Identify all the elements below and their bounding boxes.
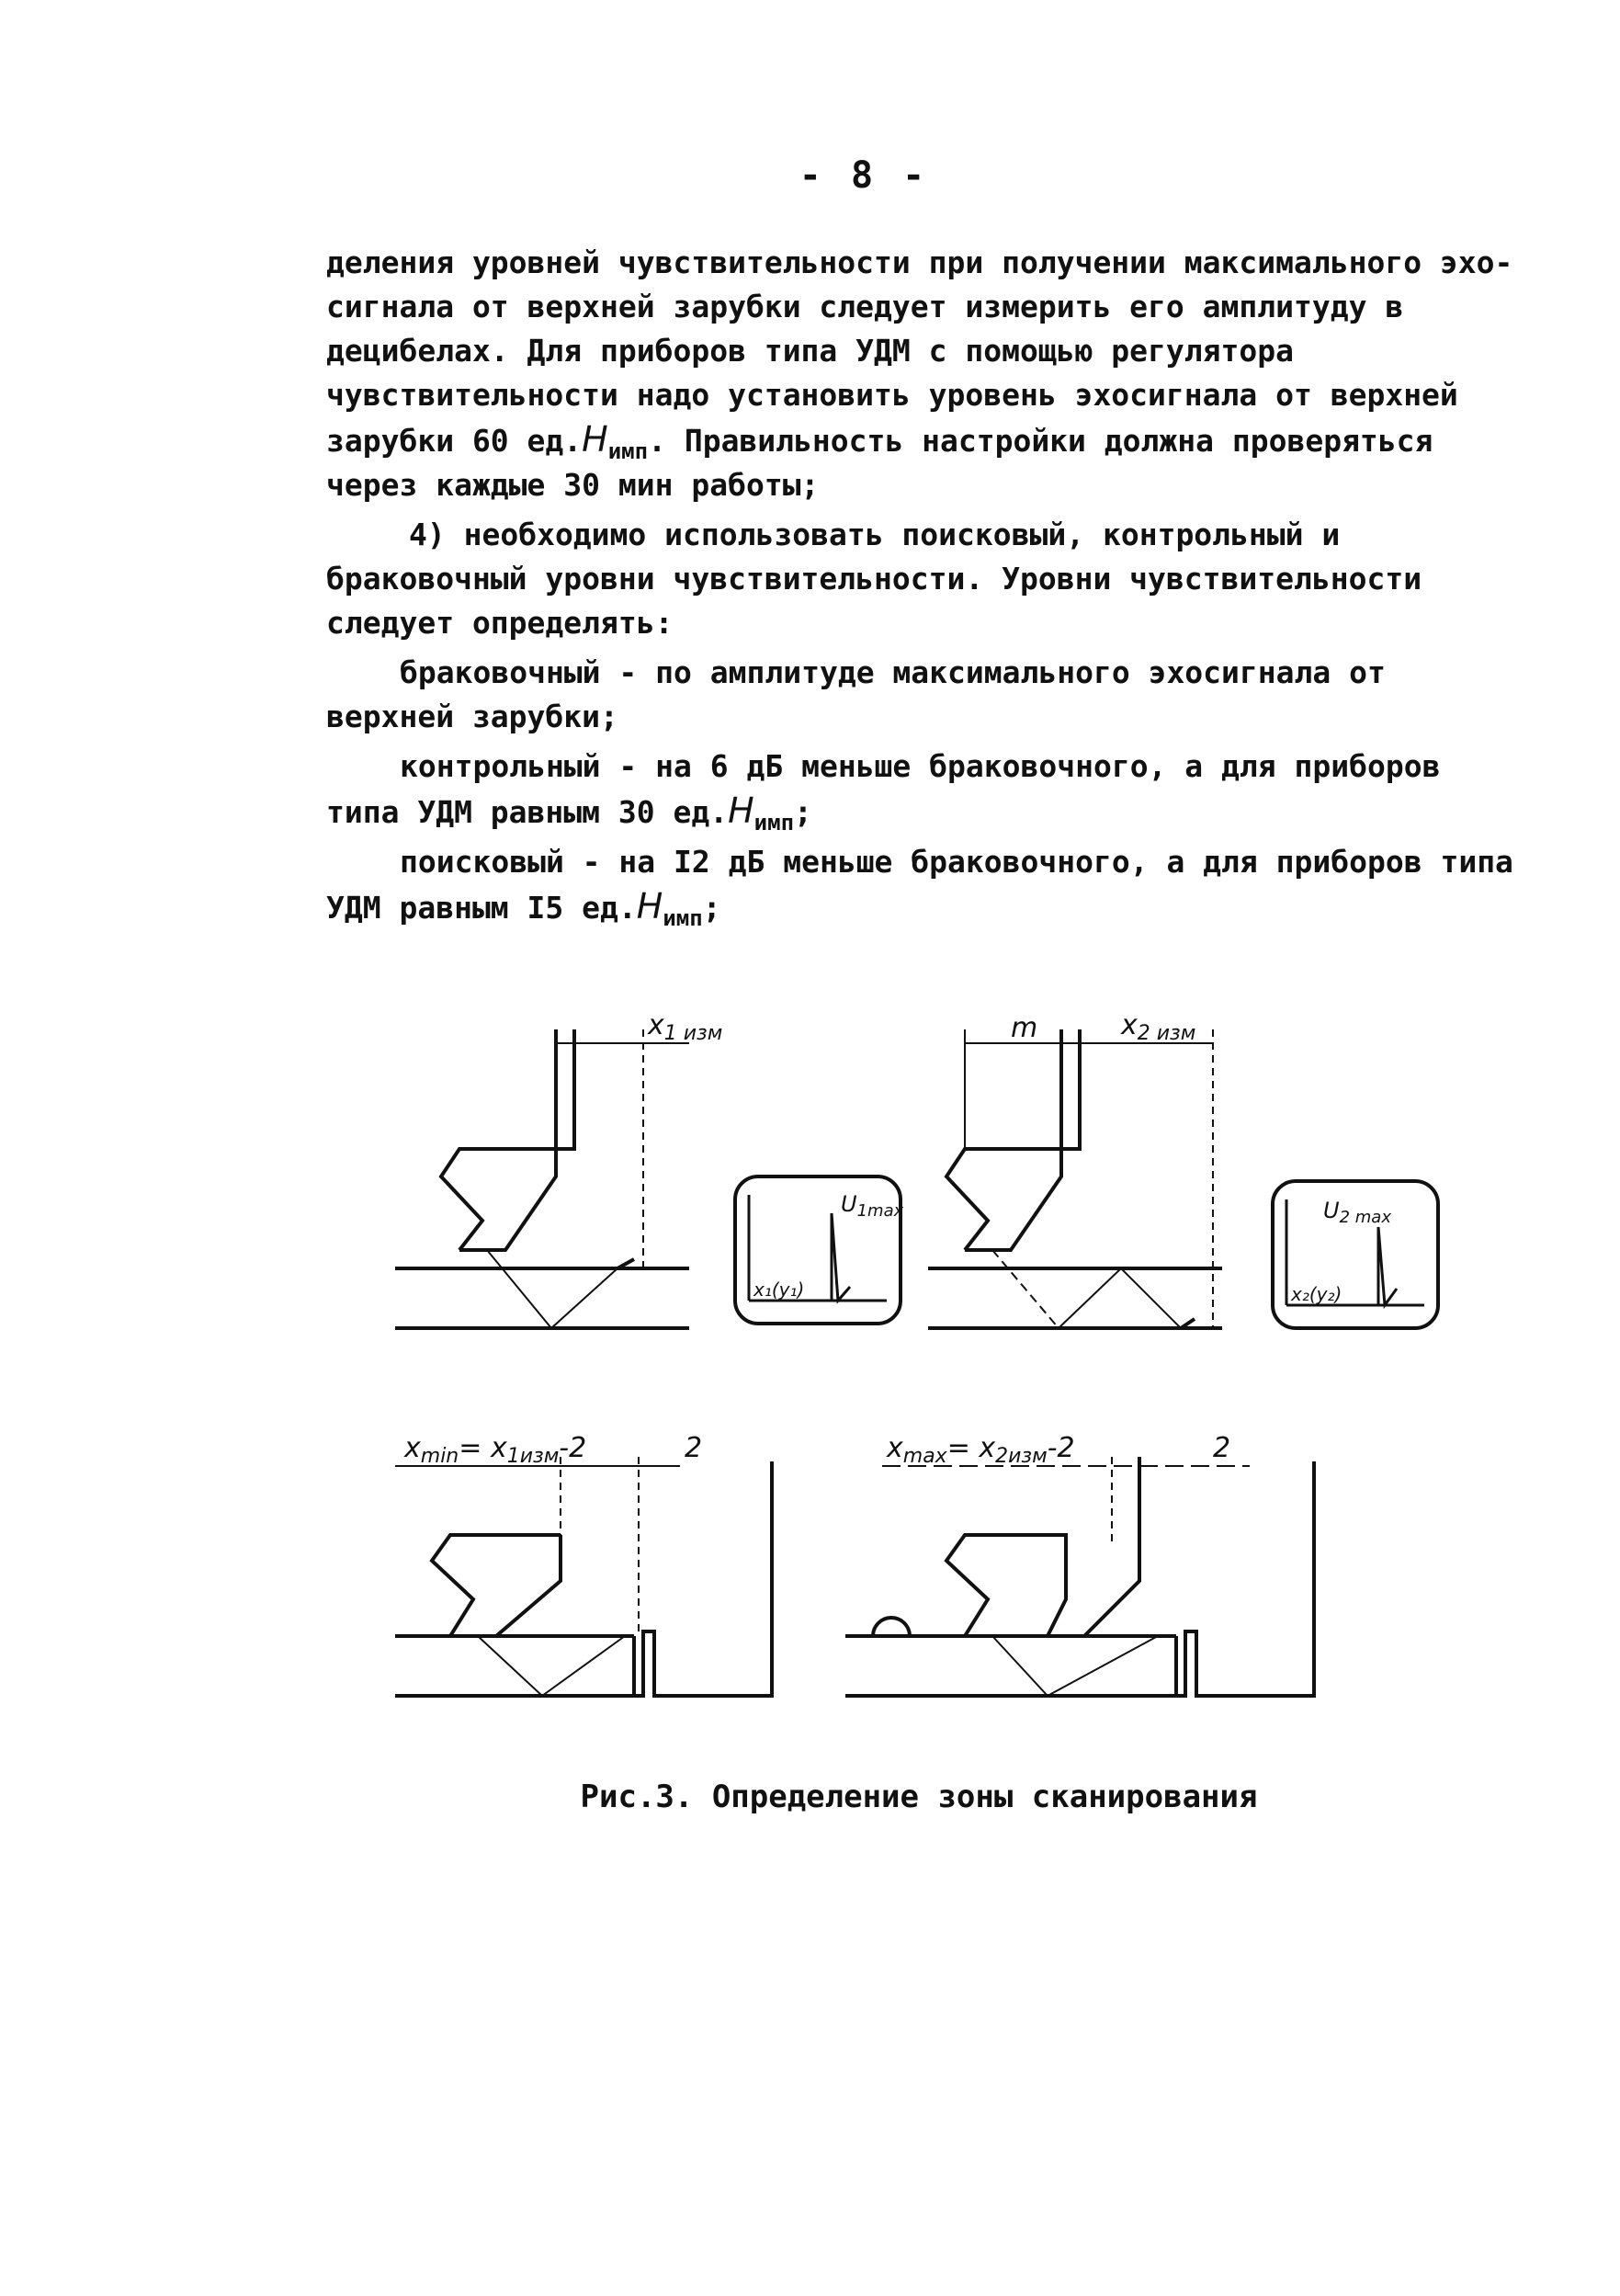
symbol-h: H [636,886,663,926]
probe-body-inner [496,1535,561,1636]
beam-path [1059,1268,1181,1328]
page-number: - 8 - [799,154,929,197]
paragraph-5 [326,840,1530,930]
beam-path-dashed [992,1250,1059,1328]
screen-label-2: x₂(y₂) [1291,1283,1342,1305]
probe-body-inner [459,1029,556,1250]
probe-body [946,1535,1066,1636]
paragraph-1-text-b: . Правильность настройки должна проверяться через каждые 30 мин работы; [326,423,1433,503]
label-2: 2 [1213,1432,1231,1464]
symbol-h: H [582,419,608,460]
label-x2-izm: $x_{2 изм}$ [1121,1009,1196,1045]
figure-diagram [368,993,1470,1728]
paragraph-5-text-b: ; [702,890,721,926]
label-2: 2 [685,1432,703,1464]
label-m: m [1011,1012,1038,1044]
probe-body [432,1535,561,1636]
echo-pulse [1378,1227,1397,1305]
paragraph-3: браковочный - по амплитуде максимального эхосигнала от верхней зарубки; [326,654,1386,734]
label-u1max: $U_{1max}$ [841,1191,904,1221]
diagram-top-left [395,1009,904,1328]
echo-pulse [832,1213,850,1301]
paragraph-4 [326,744,1530,835]
label-xmin: $x_{min}= x_{1изм}-2$ [404,1432,587,1468]
paragraph-4-text-b: ; [794,794,812,830]
label-x1-izm: $x_{1 изм}$ [648,1009,723,1045]
label-xmax: $x_{max}= x_{2изм}-2$ [887,1432,1075,1468]
paragraph-2: 4) необходимо использовать поисковый, контрольный и браковочный уровни чувствительности. Уровни чувствительности следует определять: [326,517,1422,641]
label-u2max: $U_{2 max}$ [1323,1198,1391,1227]
subscript-imp: имп [663,905,703,931]
weld-edge [1176,1461,1314,1696]
figure-caption: Рис.3. Определение зоны сканирования [580,1779,1258,1815]
figure-scanning-zone [368,993,1470,1728]
weld-edge [634,1461,772,1696]
paragraph-1 [326,241,1530,507]
probe-body-inner [965,1029,1061,1250]
weld-bead [873,1618,910,1636]
screen-label-1: x₁(y₁) [753,1279,805,1301]
diagram-bottom-right [845,1432,1314,1696]
beam-path [992,1636,1158,1696]
symbol-h: H [728,790,754,831]
beam-path [478,1636,625,1696]
diagram-top-right [928,1009,1438,1328]
paragraph-4-text-a: контрольный - на 6 дБ меньше браковочного, а для приборов типа УДМ равным 30 ед. [326,748,1441,830]
paragraph-5-text-a: поисковый - на I2 дБ меньше браковочного, а для приборов типа УДМ равным I5 ед. [326,844,1513,926]
paragraph-1-text-a: деления уровней чувствительности при получении максимального эхо-сигнала от верхней зарубки следует измерить его амплитуду в децибелах. Для приборов типа УДМ с помощью регулятора чувствительности надо установить уровень эхосигнала от верхней зарубки 60 ед. [326,244,1513,459]
diagram-bottom-left [395,1432,772,1696]
beam-path [487,1250,617,1328]
body-text [326,241,1530,936]
subscript-imp: имп [607,438,649,464]
subscript-imp: имп [753,810,795,835]
